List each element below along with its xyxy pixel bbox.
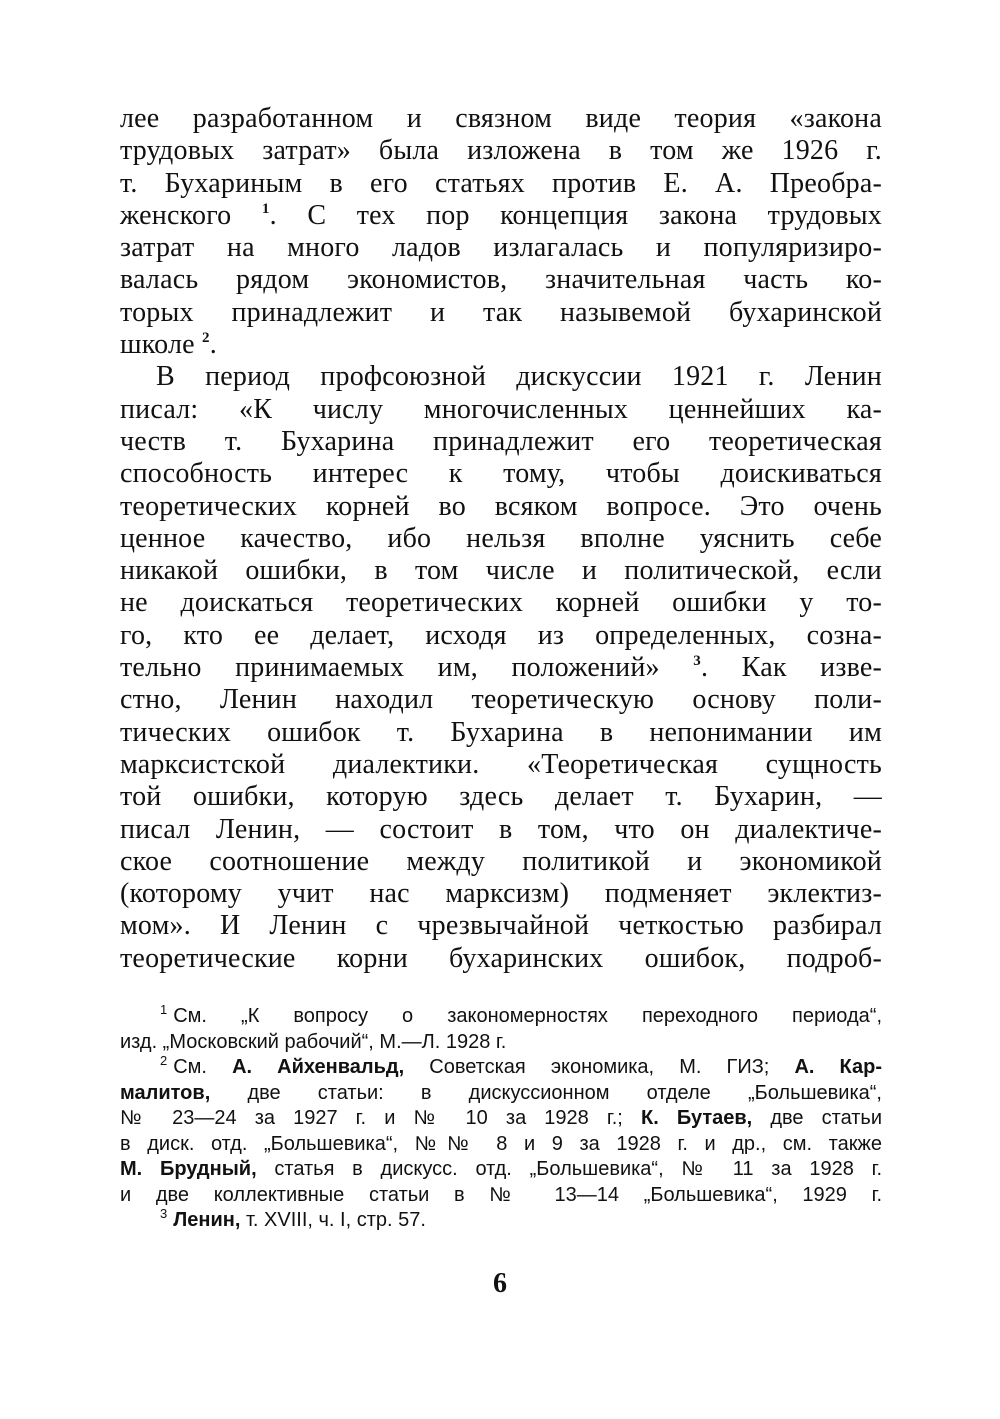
main-text: [120, 103, 882, 975]
text-line: честв т. Бухарина принадлежит его теоретическая: [120, 425, 882, 457]
text-segment: .: [209, 329, 217, 361]
text-line: ценное качество, ибо нельзя вполне уяснить себе: [120, 522, 882, 554]
author-name: А. Кар-: [794, 1056, 882, 1078]
text-line: писал Ленин, — состоит в том, что он диалектиче-: [120, 813, 882, 845]
footnote-1-line: [120, 1004, 882, 1030]
footnote-text: См.: [173, 1056, 207, 1078]
footnote-marker: 1: [160, 1002, 168, 1017]
text-line: го, кто ее делает, исходя из определенных, созна-: [120, 619, 882, 651]
text-line: торых принадлежит и так назывемой бухаринской: [120, 296, 882, 328]
author-name: К. Бутаев,: [640, 1107, 753, 1129]
footnote-text: № 23—24 за 1927 г. и № 10 за 1928 г.;: [120, 1107, 623, 1129]
text-line: лее разработанном и связном виде теория «закона: [120, 103, 882, 134]
paragraph-start-line: В период профсоюзной дискуссии 1921 г. Ленин: [156, 361, 882, 393]
footnote-text: т. XVIII, ч. I, стр. 57.: [245, 1209, 426, 1231]
footnote-text: статья в дискусс. отд. „Большевика“, № 11 за 1928 г.: [274, 1158, 883, 1180]
footnote-text: См. „К вопросу о закономерностях переходного периода“,: [173, 1005, 882, 1027]
text-line: ское соотношение между политикой и экономикой: [120, 845, 882, 877]
footnote-text: две статьи: [770, 1107, 883, 1129]
text-line: никакой ошибки, в том числе и политической, если: [120, 555, 882, 587]
text-segment: . С тех пор концепция закона трудовых: [269, 199, 883, 231]
footnote-ref[interactable]: 2: [201, 330, 210, 347]
footnote-marker: 3: [160, 1206, 168, 1221]
text-line: (которому учит нас марксизм) подменяет эклектиз-: [120, 878, 882, 910]
author-name: Ленин,: [173, 1209, 241, 1231]
footnote-3-line: [120, 1208, 882, 1234]
text-line: т. Бухариным в его статьях против Е. А. Преобра-: [120, 167, 882, 199]
text-line: теоретические корни бухаринских ошибок, подроб-: [120, 942, 882, 974]
text-line: той ошибки, которую здесь делает т. Бухарин, —: [120, 781, 882, 813]
footnote-text: Советская экономика, М. ГИЗ;: [429, 1056, 770, 1078]
text-line: затрат на много ладов излагалась и популяризиро-: [120, 232, 882, 264]
text-line: [120, 200, 882, 232]
footnotes: [120, 1004, 882, 1234]
text-line: способность интерес к тому, чтобы доискиваться: [120, 458, 882, 490]
text-line: тических ошибок т. Бухарина в непонимании им: [120, 716, 882, 748]
author-name: малитов,: [120, 1081, 211, 1104]
author-name: М. Брудный,: [120, 1158, 257, 1180]
author-name: А. Айхенвальд,: [232, 1056, 405, 1078]
page-number: 6: [493, 1268, 507, 1299]
text-line: теоретических корней во всяком вопросе. Это очень: [120, 490, 882, 522]
footnote-2-line: [120, 1081, 882, 1107]
text-line: мом». И Ленин с чрезвычайной четкостью разбирал: [120, 910, 882, 942]
text-line: марксистской диалектики. «Теоретическая сущность: [120, 748, 882, 780]
footnote-2-line: в диск. отд. „Большевика“, №№ 8 и 9 за 1928 г. и др., см. также: [120, 1132, 882, 1155]
page-body: [120, 103, 882, 975]
footnote-2-line: [120, 1055, 882, 1081]
text-segment: школе: [120, 329, 195, 361]
text-line: [120, 329, 882, 361]
text-segment: . Как изве-: [700, 652, 882, 684]
text-line: валась рядом экономистов, значительная часть ко-: [120, 264, 882, 296]
footnote-ref[interactable]: 1: [261, 200, 270, 217]
text-line: [120, 652, 882, 684]
text-segment: тельно принимаемых им, положений»: [120, 652, 660, 684]
text-line: стно, Ленин находил теоретическую основу поли-: [120, 684, 882, 716]
text-line: трудовых затрат» была изложена в том же 1926 г.: [120, 135, 882, 167]
footnote-marker: 2: [160, 1053, 168, 1068]
text-line: не доискаться теоретических корней ошибки у то-: [120, 587, 882, 619]
footnote-2-line: и две коллективные статьи в № 13—14 „Большевика“, 1929 г.: [120, 1183, 882, 1206]
footnote-1-line: изд. „Московский рабочий“, М.—Л. 1928 г.: [120, 1030, 507, 1053]
text-segment: женского: [120, 199, 232, 231]
text-line: писал: «К числу многочисленных ценнейших ка-: [120, 393, 882, 425]
footnote-text: две статьи: в дискуссионном отделе „Большевика“,: [247, 1081, 882, 1104]
footnote-2-line: [120, 1106, 882, 1132]
footnote-ref[interactable]: 3: [693, 653, 701, 670]
footnote-2-line: [120, 1157, 882, 1183]
